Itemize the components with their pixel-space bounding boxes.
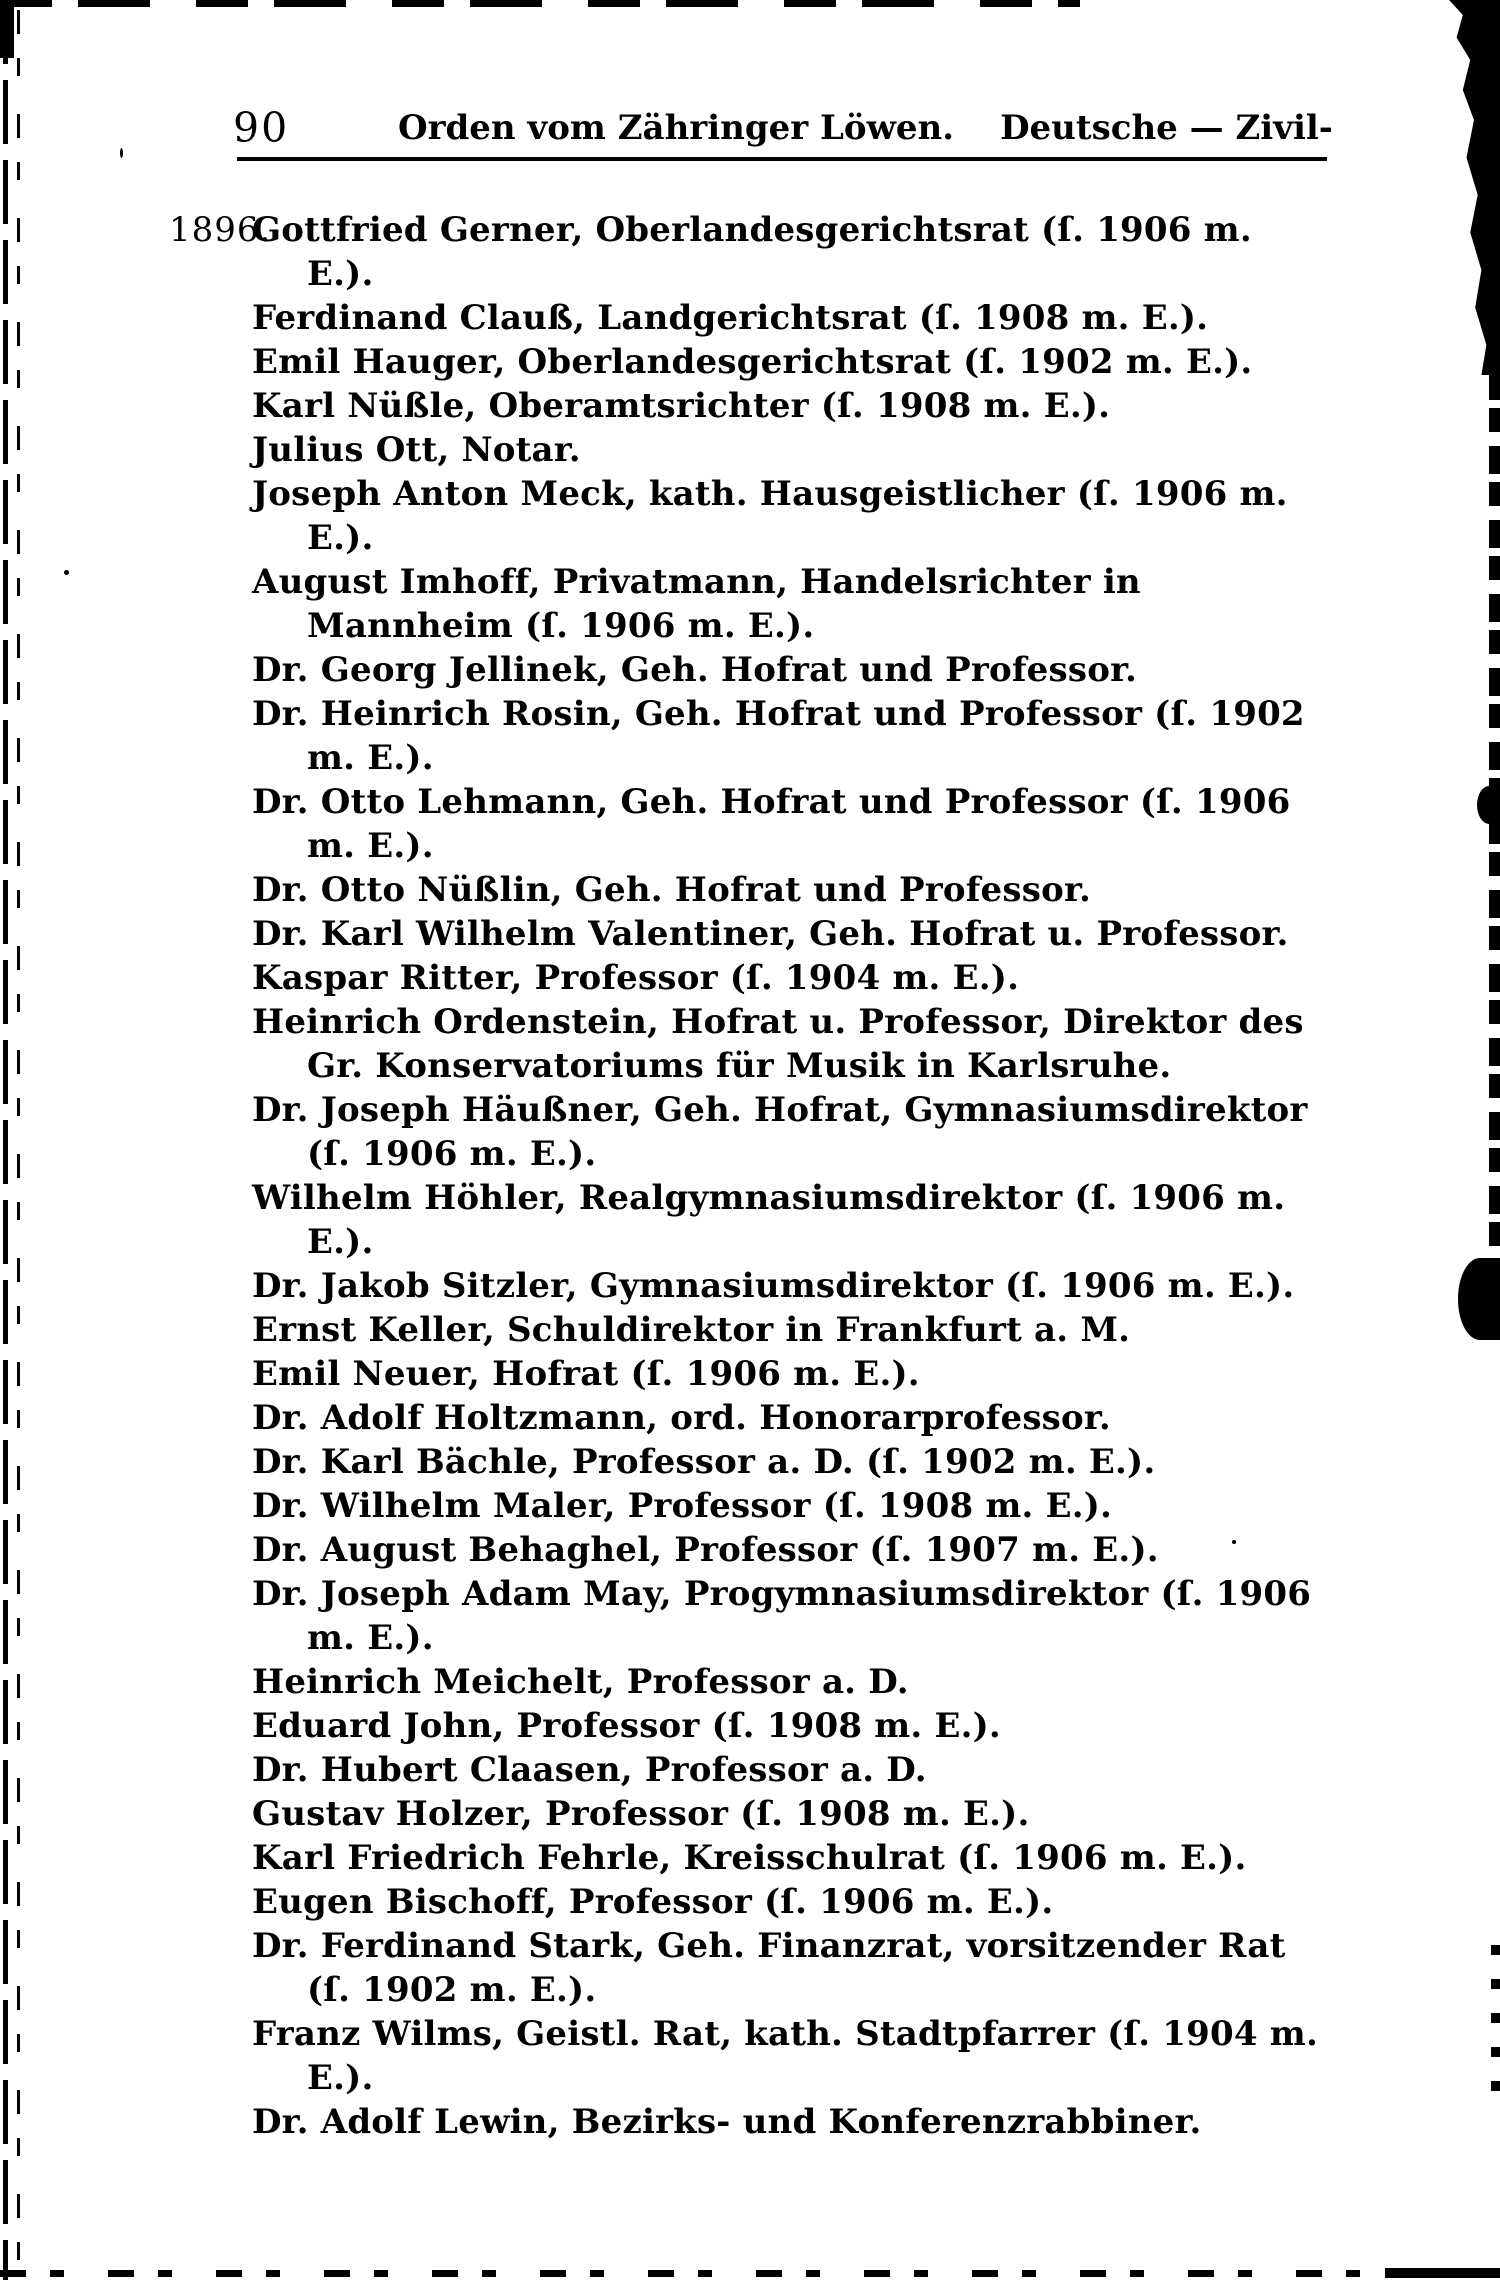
list-entry: Dr. Joseph Adam May, Progymnasiumsdirektor (ſ. 1906 m. E.). bbox=[252, 1574, 1312, 1658]
scan-artifact-blob bbox=[1477, 786, 1500, 824]
list-entry: Dr. Wilhelm Maler, Professor (ſ. 1908 m. E.). bbox=[252, 1486, 1113, 1526]
scan-artifact-speck bbox=[64, 570, 69, 575]
scan-artifact-right-edge bbox=[1489, 372, 1500, 1340]
list-entry: Dr. Karl Bächle, Professor a. D. (ſ. 1902 m. E.). bbox=[252, 1442, 1156, 1482]
list-entry: Franz Wilms, Geistl. Rat, kath. Stadtpfarrer (ſ. 1904 m. E.). bbox=[252, 2014, 1318, 2098]
scan-artifact-left-edge bbox=[17, 0, 20, 2280]
list-entry: Ferdinand Clauß, Landgerichtsrat (ſ. 1908 m. E.). bbox=[252, 298, 1209, 338]
list-entry: Dr. Hubert Claasen, Professor a. D. bbox=[252, 1750, 927, 1790]
scan-artifact-bottom-edge bbox=[0, 2270, 1500, 2277]
page-number: 90 bbox=[233, 104, 290, 152]
list-entry: Dr. Jakob Sitzler, Gymnasiumsdirektor (ſ. 1906 m. E.). bbox=[252, 1266, 1295, 1306]
list-entry: Dr. August Behaghel, Professor (ſ. 1907 m. E.). bbox=[252, 1530, 1159, 1570]
list-entry: Karl Nüßle, Oberamtsrichter (ſ. 1908 m. E.). bbox=[252, 386, 1111, 426]
scan-artifact-top-edge bbox=[0, 0, 1080, 7]
list-entry: Heinrich Ordenstein, Hofrat u. Professor, Direktor des Gr. Konservatoriums für Musik in Karlsruhe. bbox=[252, 1002, 1304, 1086]
scan-artifact-blob bbox=[1458, 1258, 1500, 1340]
list-entry: Wilhelm Höhler, Realgymnasiumsdirektor (ſ. 1906 m. E.). bbox=[252, 1178, 1286, 1262]
scan-artifact-bottom-corner bbox=[1385, 2268, 1500, 2278]
running-header-section: Deutsche — Zivil- bbox=[1000, 108, 1333, 148]
list-entry: Emil Hauger, Oberlandesgerichtsrat (ſ. 1902 m. E.). bbox=[252, 342, 1253, 382]
list-entry: 1896. Gottfried Gerner, Oberlandesgerichtsrat (ſ. 1906 m. E.). bbox=[169, 210, 1252, 294]
list-entry: Ernst Keller, Schuldirektor in Frankfurt a. M. bbox=[252, 1310, 1131, 1350]
scan-artifact-right-specks bbox=[1491, 1945, 1500, 2095]
list-entry: Dr. Otto Nüßlin, Geh. Hofrat und Professor. bbox=[252, 870, 1091, 910]
running-header-title: Orden vom Zähringer Löwen. bbox=[398, 108, 955, 148]
list-entry: Dr. Karl Wilhelm Valentiner, Geh. Hofrat u. Professor. bbox=[252, 914, 1289, 954]
list-entry: Kaspar Ritter, Professor (ſ. 1904 m. E.). bbox=[252, 958, 1020, 998]
running-header bbox=[398, 108, 1333, 148]
header-rule bbox=[237, 157, 1327, 161]
scan-artifact-speck bbox=[120, 148, 123, 158]
list-entry: Gustav Holzer, Professor (ſ. 1908 m. E.). bbox=[252, 1794, 1030, 1834]
list-entry: Dr. Joseph Häußner, Geh. Hofrat, Gymnasiumsdirektor (ſ. 1906 m. E.). bbox=[252, 1090, 1308, 1174]
entry-list bbox=[169, 208, 1330, 2144]
list-entry: Joseph Anton Meck, kath. Hausgeistlicher (ſ. 1906 m. E.). bbox=[252, 474, 1288, 558]
list-entry: Dr. Ferdinand Stark, Geh. Finanzrat, vorsitzender Rat (ſ. 1902 m. E.). bbox=[252, 1926, 1286, 2010]
scan-artifact-corner bbox=[0, 0, 14, 58]
list-entry: Karl Friedrich Fehrle, Kreisschulrat (ſ. 1906 m. E.). bbox=[252, 1838, 1247, 1878]
list-entry: Julius Ott, Notar. bbox=[252, 430, 581, 470]
list-entry: Dr. Georg Jellinek, Geh. Hofrat und Professor. bbox=[252, 650, 1138, 690]
list-entry: Eduard John, Professor (ſ. 1908 m. E.). bbox=[252, 1706, 1001, 1746]
list-entry: Dr. Heinrich Rosin, Geh. Hofrat und Professor (ſ. 1902 m. E.). bbox=[252, 694, 1305, 778]
scan-artifact-binding-shadow bbox=[1438, 0, 1500, 375]
list-entry: August Imhoff, Privatmann, Handelsrichter in Mannheim (ſ. 1906 m. E.). bbox=[252, 562, 1141, 646]
list-entry: Emil Neuer, Hofrat (ſ. 1906 m. E.). bbox=[252, 1354, 920, 1394]
list-entry: Dr. Adolf Holtzmann, ord. Honorarprofessor. bbox=[252, 1398, 1111, 1438]
list-entry: Dr. Otto Lehmann, Geh. Hofrat und Professor (ſ. 1906 m. E.). bbox=[252, 782, 1291, 866]
list-entry: Heinrich Meichelt, Professor a. D. bbox=[252, 1662, 909, 1702]
year-label: 1896. bbox=[169, 210, 272, 250]
list-entry: Dr. Adolf Lewin, Bezirks- und Konferenzrabbiner. bbox=[252, 2102, 1202, 2142]
scan-artifact-left-edge bbox=[3, 0, 8, 2280]
list-entry: Eugen Bischoff, Professor (ſ. 1906 m. E.). bbox=[252, 1882, 1054, 1922]
